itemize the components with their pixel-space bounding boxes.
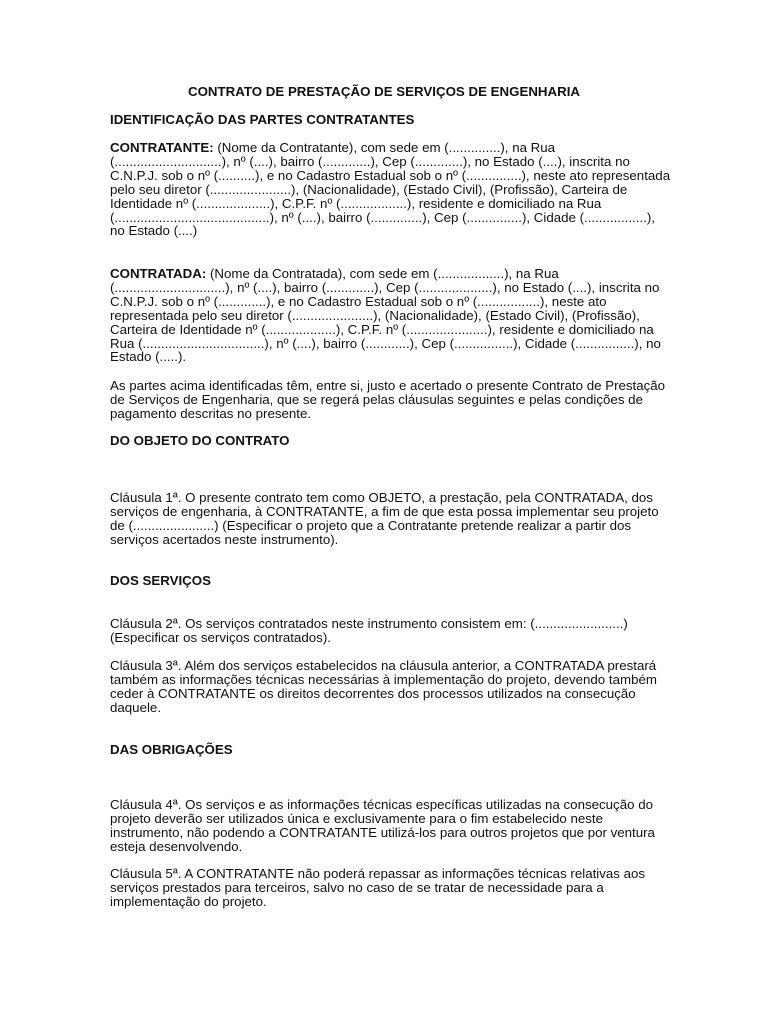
- clausula-4-line: Cláusula 4ª. Os serviços e as informações técnicas específicas utilizadas na consecução do: [110, 797, 653, 812]
- contratante-label: CONTRATANTE:: [110, 140, 214, 155]
- contratante-line: (.............................), nº (....), bairro (.............), Cep (.............), no Estado (....), inscrita no: [110, 153, 630, 169]
- partes-line: de Serviços de Engenharia, que se regerá pelas cláusulas seguintes e pelas condições de: [110, 391, 643, 407]
- contratante-line: (..........................................), nº (....), bairro (..............), Cep (...............), Cidade (.................),: [110, 209, 655, 225]
- clausula-4-line: esteja desenvolvendo.: [110, 838, 243, 854]
- clausula-1-line: serviços de engenharia, à CONTRATANTE, a fim de que esta possa implementar seu projeto: [110, 503, 659, 519]
- contratada-line: [110, 267, 666, 281]
- clausula-5-line: Cláusula 5ª. A CONTRATANTE não poderá repassar as informações técnicas relativas aos: [110, 866, 646, 881]
- section-heading-servicos: DOS SERVIÇOS: [110, 573, 211, 588]
- contratante-line: no Estado (....): [110, 223, 198, 239]
- section-heading-identificacao: IDENTIFICAÇÃO DAS PARTES CONTRATANTES: [110, 112, 415, 127]
- document-title: CONTRATO DE PRESTAÇÃO DE SERVIÇOS DE ENGENHARIA: [187, 84, 581, 99]
- contratada-line: C.N.P.J. sob o nº (.............), e no Cadastro Estadual sob o nº (.................), neste ato: [110, 293, 607, 309]
- clausula-5-line: serviços prestados para terceiros, salvo no caso de se tratar de necessidade para a: [110, 879, 604, 895]
- contratada-line: (..............................), nº (....), bairro (.............), Cep (....................), no Estado (....), inscrita no: [110, 279, 660, 295]
- contratante-line: [110, 141, 666, 155]
- clausula-3-paragraph: [110, 659, 666, 715]
- contratada-line-text: (Nome da Contratada), com sede em (..................), na Rua: [206, 266, 559, 281]
- contratada-line: Rua (.................................), nº (....), bairro (............), Cep (................), Cidade (................), no: [110, 335, 661, 351]
- clausula-4-line: projeto deverão ser utilizados única e exclusivamente para o fim estabelecido neste: [110, 810, 604, 826]
- partes-line: pagamento descritas no presente.: [110, 405, 312, 421]
- clausula-1-line: serviços acertados neste instrumento).: [110, 531, 339, 547]
- section-heading-objeto: DO OBJETO DO CONTRATO: [110, 433, 290, 448]
- clausula-1-line: de (......................) (Especificar o projeto que a Contratante pretende realizar a partir dos: [110, 517, 632, 533]
- clausula-4-paragraph: [110, 798, 666, 854]
- contratante-line: Identidade nº (....................), C.P.F. nº (..................), residente e domiciliado na Rua: [110, 195, 602, 211]
- contratante-paragraph: [110, 140, 671, 239]
- clausula-5-paragraph: [110, 867, 666, 909]
- contratada-line: Estado (.....).: [110, 349, 187, 365]
- clausula-2-line: Cláusula 2ª. Os serviços contratados neste instrumento consistem em: (........................): [110, 616, 628, 631]
- clausula-1-line: Cláusula 1ª. O presente contrato tem como OBJETO, a prestação, pela CONTRATADA, dos: [110, 490, 653, 505]
- clausula-1-paragraph: [110, 491, 666, 547]
- clausula-3-line: daquele.: [110, 699, 162, 715]
- contratada-line: Carteira de Identidade nº (...................), C.P.F. nº (......................), residente e domiciliado na: [110, 321, 654, 337]
- contratada-label: CONTRATADA:: [110, 266, 207, 281]
- clausula-3-line: também as informações técnicas necessárias à implementação do projeto, devendo também: [110, 671, 657, 687]
- section-heading-obrigacoes: DAS OBRIGAÇÕES: [110, 742, 233, 757]
- partes-paragraph: [110, 379, 666, 421]
- clausula-3-line: Cláusula 3ª. Além dos serviços estabelecidos na cláusula anterior, a CONTRATADA prestará: [110, 658, 657, 673]
- clausula-3-line: ceder à CONTRATANTE os direitos decorrentes dos processos utilizados na consecução: [110, 685, 636, 701]
- clausula-4-line: instrumento, não podendo a CONTRATANTE utilizá-los para outros projetos que por ventura: [110, 824, 655, 840]
- partes-line: As partes acima identificadas têm, entre si, justo e acertado o presente Contrato de Prestação: [110, 378, 666, 393]
- clausula-2-line: (Especificar os serviços contratados).: [110, 629, 331, 645]
- contratada-paragraph: [110, 267, 666, 364]
- clausula-5-line: implementação do projeto.: [110, 893, 267, 909]
- contratada-line: representada pelo seu diretor (......................), (Nacionalidade), (Estado Civil), (Profissão),: [110, 307, 640, 323]
- contratante-line: pelo seu diretor (......................), (Nacionalidade), (Estado Civil), (Profissão), Carteira de: [110, 181, 628, 197]
- contratante-line-text: (Nome da Contratante), com sede em (..............), na Rua: [213, 140, 556, 155]
- clausula-2-paragraph: [110, 617, 666, 645]
- contratante-line: C.N.P.J. sob o nº (..........), e no Cadastro Estadual sob o nº (...............), neste ato representada: [110, 167, 671, 183]
